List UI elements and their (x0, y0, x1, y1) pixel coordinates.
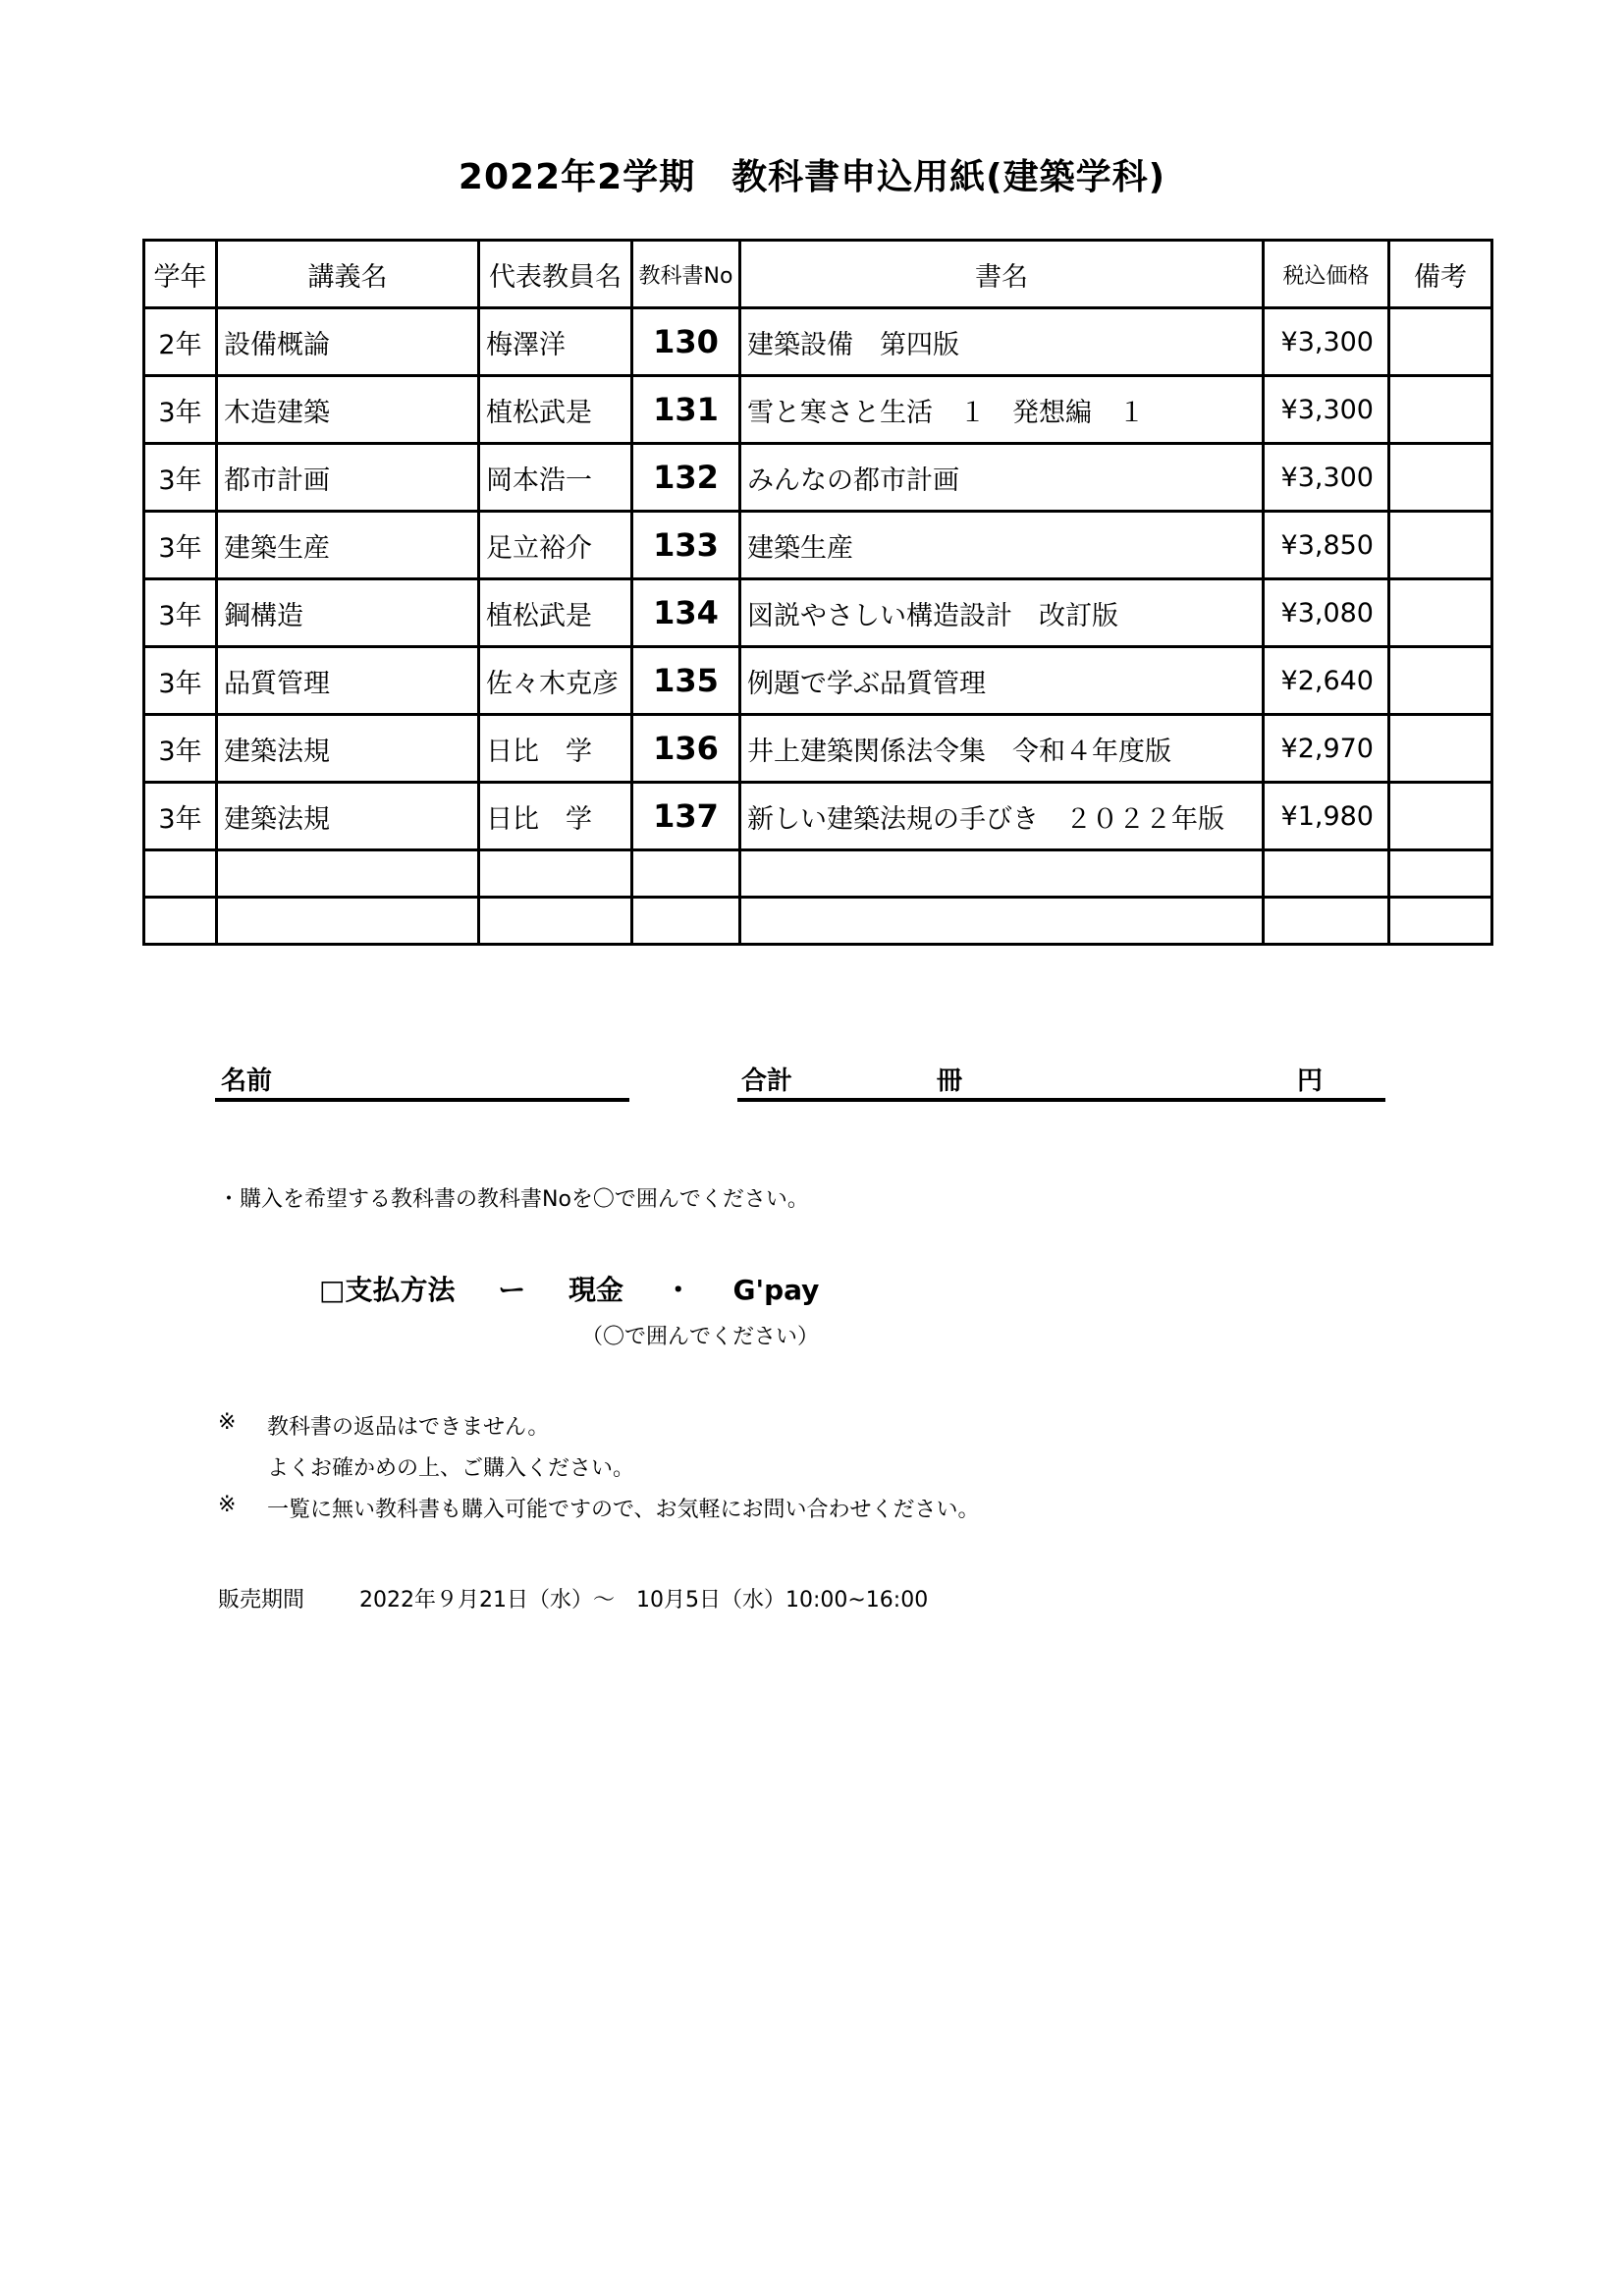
payment-separator: ・ (664, 1274, 692, 1306)
header-book-title: 書名 (740, 241, 1264, 308)
cell-teacher: 日比 学 (479, 783, 632, 850)
cell-price: ¥3,850 (1264, 512, 1389, 579)
table-row (144, 647, 1492, 715)
cell-teacher: 梅澤洋 (479, 308, 632, 376)
table-row (144, 444, 1492, 512)
page-title: 2022年2学期 教科書申込用紙(建築学科) (458, 157, 1166, 197)
cell-price: ¥1,980 (1264, 783, 1389, 850)
header-teacher: 代表教員名 (479, 241, 632, 308)
cell-course: 木造建築 (217, 376, 479, 444)
empty-cell[interactable] (632, 850, 740, 898)
table-row (144, 512, 1492, 579)
cell-textbook-no: 132 (632, 444, 740, 512)
cell-course: 鋼構造 (217, 579, 479, 647)
empty-cell[interactable] (1264, 898, 1389, 945)
cell-grade: 2年 (144, 308, 217, 376)
cell-teacher: 日比 学 (479, 715, 632, 783)
empty-cell[interactable] (740, 850, 1264, 898)
cell-grade: 3年 (144, 376, 217, 444)
cell-textbook-no: 136 (632, 715, 740, 783)
yen-unit: 円 (1297, 1066, 1324, 1096)
empty-row (144, 850, 1492, 898)
empty-row (144, 898, 1492, 945)
cell-teacher: 佐々木克彦 (479, 647, 632, 715)
cell-textbook-no: 131 (632, 376, 740, 444)
cell-price: ¥3,080 (1264, 579, 1389, 647)
empty-cell[interactable] (1389, 898, 1492, 945)
header-grade: 学年 (144, 241, 217, 308)
note-mark-1: ※ (218, 1410, 237, 1435)
cell-grade: 3年 (144, 444, 217, 512)
cell-teacher: 岡本浩一 (479, 444, 632, 512)
cell-price: ¥2,970 (1264, 715, 1389, 783)
total-label: 合計 (741, 1066, 793, 1096)
cell-textbook-no: 130 (632, 308, 740, 376)
header-price: 税込価格 (1264, 241, 1389, 308)
total-field[interactable] (737, 1061, 1385, 1102)
instruction-text: ・購入を希望する教科書の教科書Noを〇で囲んでください。 (218, 1187, 809, 1212)
cell-textbook-no: 137 (632, 783, 740, 850)
cell-grade: 3年 (144, 715, 217, 783)
payment-dash: ー (498, 1274, 526, 1306)
table-header-row (144, 241, 1492, 308)
cell-teacher: 植松武是 (479, 579, 632, 647)
table-row (144, 783, 1492, 850)
cell-grade: 3年 (144, 647, 217, 715)
cell-course: 都市計画 (217, 444, 479, 512)
header-course: 講義名 (217, 241, 479, 308)
cell-course: 建築生産 (217, 512, 479, 579)
cell-grade: 3年 (144, 512, 217, 579)
empty-cell[interactable] (479, 850, 632, 898)
cell-book-title: 図説やさしい構造設計 改訂版 (740, 579, 1264, 647)
table-row (144, 579, 1492, 647)
note-no-returns: 教科書の返品はできません。 (267, 1415, 550, 1440)
textbook-table (142, 239, 1493, 946)
cell-price: ¥3,300 (1264, 376, 1389, 444)
empty-cell[interactable] (632, 898, 740, 945)
payment-hint: （〇で囲んでください） (581, 1325, 820, 1349)
cell-book-title: 例題で学ぶ品質管理 (740, 647, 1264, 715)
empty-cell[interactable] (1389, 850, 1492, 898)
empty-cell[interactable] (217, 850, 479, 898)
payment-option-gpay[interactable]: G'pay (732, 1274, 820, 1306)
empty-cell[interactable] (217, 898, 479, 945)
cell-textbook-no: 135 (632, 647, 740, 715)
cell-note[interactable] (1389, 647, 1492, 715)
cell-grade: 3年 (144, 783, 217, 850)
cell-price: ¥3,300 (1264, 444, 1389, 512)
note-check-carefully: よくお確かめの上、ご購入ください。 (267, 1456, 635, 1481)
name-label: 名前 (221, 1066, 273, 1096)
table-row (144, 376, 1492, 444)
cell-book-title: 新しい建築法規の手びき ２０２２年版 (740, 783, 1264, 850)
cell-note[interactable] (1389, 308, 1492, 376)
cell-course: 建築法規 (217, 783, 479, 850)
empty-cell[interactable] (479, 898, 632, 945)
cell-book-title: 建築設備 第四版 (740, 308, 1264, 376)
cell-book-title: 建築生産 (740, 512, 1264, 579)
cell-price: ¥2,640 (1264, 647, 1389, 715)
cell-note[interactable] (1389, 783, 1492, 850)
cell-book-title: みんなの都市計画 (740, 444, 1264, 512)
cell-course: 設備概論 (217, 308, 479, 376)
empty-cell[interactable] (144, 850, 217, 898)
cell-note[interactable] (1389, 444, 1492, 512)
cell-note[interactable] (1389, 376, 1492, 444)
cell-book-title: 井上建築関係法令集 令和４年度版 (740, 715, 1264, 783)
cell-book-title: 雪と寒さと生活 １ 発想編 １ (740, 376, 1264, 444)
note-other-books: 一覧に無い教科書も購入可能ですので、お気軽にお問い合わせください。 (267, 1498, 980, 1522)
note-mark-2: ※ (218, 1493, 237, 1517)
sales-period-value: 2022年９月21日（水）～ 10月5日（水）10:00~16:00 (359, 1588, 929, 1613)
table-row (144, 308, 1492, 376)
header-note: 備考 (1389, 241, 1492, 308)
cell-course: 品質管理 (217, 647, 479, 715)
cell-note[interactable] (1389, 715, 1492, 783)
empty-cell[interactable] (740, 898, 1264, 945)
sales-period-label: 販売期間 (218, 1588, 305, 1613)
cell-note[interactable] (1389, 512, 1492, 579)
payment-label: □支払方法 (319, 1274, 456, 1306)
cell-note[interactable] (1389, 579, 1492, 647)
header-textbook-no: 教科書No (632, 241, 740, 308)
books-unit: 冊 (937, 1066, 963, 1096)
cell-textbook-no: 134 (632, 579, 740, 647)
payment-option-cash[interactable]: 現金 (568, 1274, 623, 1306)
name-field[interactable] (215, 1061, 629, 1102)
empty-cell[interactable] (144, 898, 217, 945)
cell-course: 建築法規 (217, 715, 479, 783)
cell-grade: 3年 (144, 579, 217, 647)
empty-cell[interactable] (1264, 850, 1389, 898)
table-row (144, 715, 1492, 783)
cell-textbook-no: 133 (632, 512, 740, 579)
cell-teacher: 植松武是 (479, 376, 632, 444)
payment-method (319, 1269, 819, 1308)
cell-price: ¥3,300 (1264, 308, 1389, 376)
cell-teacher: 足立裕介 (479, 512, 632, 579)
